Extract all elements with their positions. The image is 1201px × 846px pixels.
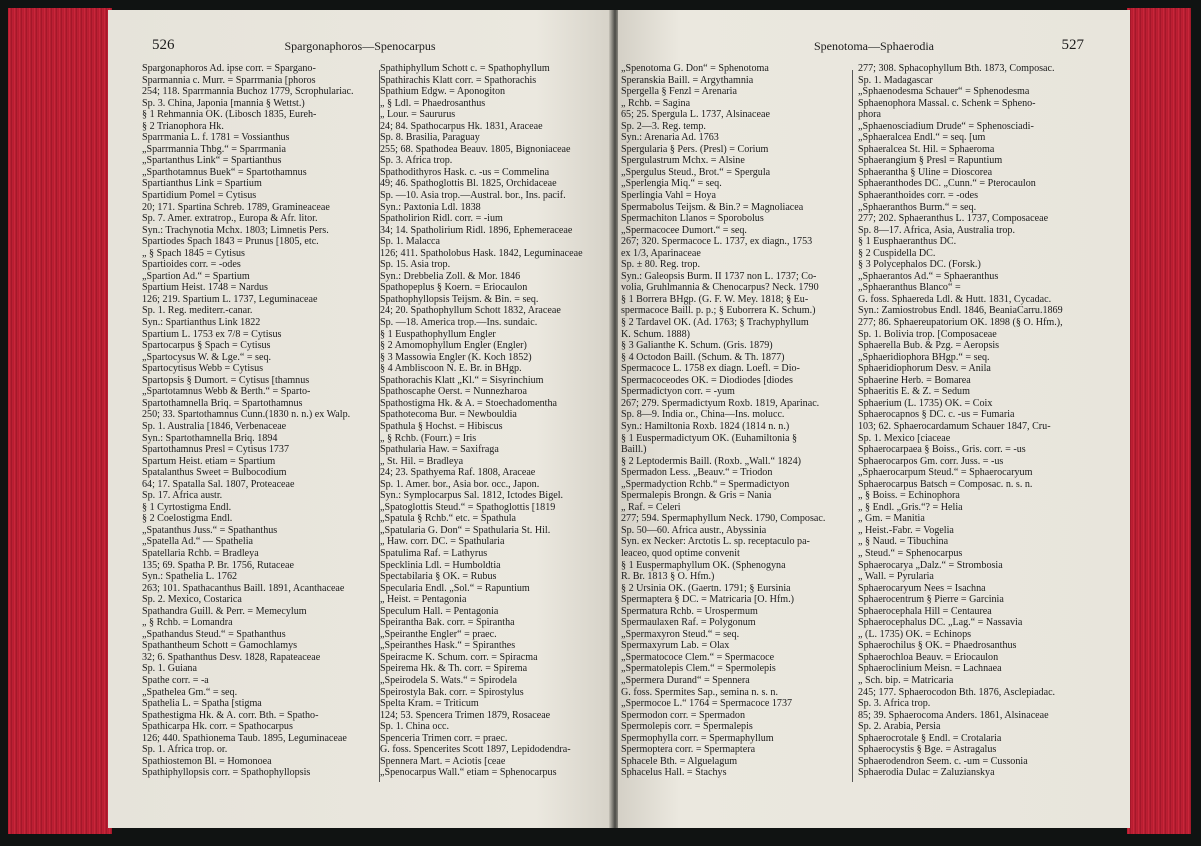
entry-line: Spathopeplus § Koern. = Eriocaulon — [380, 282, 528, 294]
entry-line: 135; 69. Spatha P. Br. 1756, Rutaceae — [142, 559, 294, 571]
entry-line: G. foss. Sphaereda Ldl. & Hutt. 1831, Cycadac. — [858, 293, 1052, 305]
entry-line: 24; 84. Spathocarpus Hk. 1831, Araceae — [380, 120, 543, 132]
entry-line: leaceo, quod optime convenit — [621, 547, 740, 559]
entry-line: G. foss. Spermites Sap., semina n. s. n. — [621, 686, 779, 698]
entry-line: „Spermatolepis Clem.“ = Spermolepis — [621, 663, 776, 675]
entry-line: „Sparrmannia Thbg.“ = Sparrmania — [142, 143, 286, 155]
entry-line: Spartium Heist. 1748 = Nardus — [142, 282, 268, 294]
entry-line: § 1 Borrera BHgp. (G. F. W. Mey. 1818; § Eu- — [621, 293, 809, 305]
entry-line: Spathularia Haw. = Saxifraga — [380, 444, 499, 456]
entry-line: „Spathelea Gm.“ = seq. — [142, 686, 238, 698]
entry-line: 277; 86. Sphaereupatorium OK. 1898 (§ O. Hfm.), — [858, 317, 1063, 329]
entry-line: Sp. —18. America trop.—Ins. sundaic. — [380, 317, 538, 329]
entry-line: „Spermadyction Rchb.“ = Spermadictyon — [621, 478, 790, 490]
entry-line: 64; 17. Spatalla Sal. 1807, Proteaceae — [142, 478, 295, 490]
entry-line: Spermophylla corr. = Spermaphyllum — [621, 732, 774, 744]
entry-line: 267; 279. Spermadictyum Roxb. 1819, Aparinac. — [621, 397, 820, 409]
entry-line: § 2 Cuspidella DC. — [858, 247, 936, 259]
entry-line: Sparrmania L. f. 1781 = Vossianthus — [142, 132, 290, 144]
entry-line: Spartothamnella Briq. = Spartothamnus — [142, 397, 303, 409]
entry-line: Speranskia Baill. = Argythamnia — [621, 74, 754, 86]
entry-line: Syn.: Arenaria Ad. 1763 — [621, 132, 719, 144]
entry-line: Spartium L. 1753 ex 7/8 = Cytisus — [142, 328, 282, 340]
entry-line: Sp. ± 80. Reg. trop. — [621, 259, 701, 271]
entry-line: Sphacelus Hall. = Stachys — [621, 767, 727, 779]
entry-line: Spelta Kram. = Triticum — [380, 698, 479, 710]
entry-line: „ Steud.“ = Sphenocarpus — [858, 547, 963, 559]
entry-line: § 2 Trianophora Hk. — [142, 120, 224, 132]
entry-line: § 1 Eusphaeranthus DC. — [858, 236, 957, 248]
entry-line: „Spenotoma G. Don“ = Sphenotoma — [621, 63, 769, 74]
left-running-head: Spargonaphoros—Spenocarpus — [284, 39, 436, 53]
right-page — [618, 10, 1130, 828]
entry-line: „ Raf. = Celeri — [621, 501, 681, 513]
entry-line: 24; 23. Spathyema Raf. 1808, Araceae — [380, 467, 536, 479]
entry-line: Spermacoceodes OK. = Diodiodes [diodes — [621, 374, 793, 386]
entry-line: Syn.: Trachynotia Mchx. 1803; Limnetis Pers. — [142, 224, 329, 236]
entry-line: 24; 20. Spathophyllum Schott 1832, Araceae — [380, 305, 561, 317]
entry-line: Speirema Hk. & Th. corr. = Spirema — [380, 663, 528, 675]
entry-line: Sparmannia c. Murr. = Sparrmania [phoros — [142, 74, 316, 86]
entry-line: Sphaeritis E. & Z. = Sedum — [858, 386, 970, 398]
entry-line: Sphaerocystis § Bge. = Astragalus — [858, 744, 997, 756]
entry-line: Spathula § Hochst. = Hibiscus — [380, 420, 503, 432]
right-header — [618, 37, 1130, 59]
entry-line: Spermaptera § DC. = Matricaria [O. Hfm.) — [621, 594, 795, 606]
right-column-2 — [858, 63, 1100, 779]
left-header — [108, 37, 612, 59]
entry-line: Spermalepis Brongn. & Gris = Nania — [621, 490, 772, 502]
entry-line: Spartopsis § Dumort. = Cytisus [thamnus — [142, 374, 310, 386]
entry-line: 250; 33. Spartothamnus Cunn.(1830 n. n.) ex Walp. — [142, 409, 351, 421]
entry-line: „ § Rchb. (Fourr.) = Iris — [380, 432, 477, 444]
entry-line: Baill.) — [621, 444, 647, 456]
entry-line: Spermolepis corr. = Spermalepis — [621, 721, 753, 733]
entry-line: Sp. 1. Guiana — [142, 663, 197, 675]
entry-line: „Spartion Ad.“ = Spartium — [142, 270, 250, 282]
entry-line: Spargonaphoros Ad. ipse corr. = Spargano- — [142, 63, 316, 74]
entry-line: Spathium Edgw. = Aponogiton — [380, 86, 506, 98]
entry-line: Sphaerocarya „Dalz.“ = Strombosia — [858, 559, 1003, 571]
entry-line: Spathiphyllopsis corr. = Spathophyllopsis — [142, 767, 311, 779]
entry-line: Sphaerocentrum § Pierre = Garcinia — [858, 594, 1004, 606]
page-edges-left — [8, 8, 112, 834]
entry-line: 32; 6. Spathanthus Desv. 1828, Rapateaceae — [142, 651, 321, 663]
entry-line: „ St. Hil. = Bradleya — [380, 455, 464, 467]
entry-line: Sphaerocephalus DC. „Lag.“ = Nassavia — [858, 617, 1023, 629]
entry-line: „Spatella Ad.“ — Spathelia — [142, 536, 254, 548]
entry-line: Sp. 1. Reg. mediterr.-canar. — [142, 305, 253, 317]
entry-line: „Speirodela S. Wats.“ = Spirodela — [380, 674, 518, 686]
entry-line: „Spenocarpus Wall.“ etiam = Sphenocarpus — [380, 767, 557, 779]
entry-line: „ § Endl. „Gris.“? = Helia — [858, 501, 963, 513]
entry-line: „Sphaeranthus Blanco“ = — [858, 282, 961, 294]
entry-line: Sp. 1. China occ. — [380, 721, 449, 733]
entry-line: Spartioides corr. = -odes — [142, 259, 241, 271]
entry-line: Sphaerium (L. 1735) OK. = Coix — [858, 397, 993, 409]
entry-line: Sphaerodendron Seem. c. -um = Cussonia — [858, 755, 1028, 767]
entry-line: volia, Gruhlmannia & Chenocarpus? Neck. 1790 — [621, 282, 819, 294]
entry-line: Sphaerocephala Hill = Centaurea — [858, 605, 992, 617]
entry-line: Syn.: Drebbelia Zoll. & Mor. 1846 — [380, 270, 521, 282]
entry-line: spermacoce Baill. p. p.; § Euborrera K. Schum.) — [621, 305, 816, 317]
entry-line: Sp. 2. Arabia, Persia — [858, 721, 941, 733]
left-column-2 — [380, 63, 610, 779]
entry-line: „ Haw. corr. DC. = Spathularia — [380, 536, 505, 548]
entry-line: Speiracme K. Schum. corr. = Spiracma — [380, 651, 538, 663]
entry-line: Sp. 1. Madagascar — [858, 74, 933, 86]
entry-line: Sp. 3. Africa trop. — [380, 155, 453, 167]
entry-line: „ § Boiss. = Echinophora — [858, 490, 960, 502]
entry-line: „ Lour. = Saururus — [380, 109, 456, 121]
entry-line: Spergella § Fenzl = Arenaria — [621, 86, 737, 98]
entry-line: Sp. 1. Africa trop. or. — [142, 744, 228, 756]
entry-line: Sphaerocrotale § Endl. = Crotalaria — [858, 732, 1002, 744]
right-column-rule — [852, 70, 853, 782]
entry-line: 267; 320. Spermacoce L. 1737, ex diagn., 1753 — [621, 236, 813, 248]
page-edges-right — [1127, 8, 1191, 834]
entry-line: „Sphaerocarpum Steud.“ = Sphaerocaryum — [858, 467, 1033, 479]
entry-line: G. foss. Spencerites Scott 1897, Lepidodendra- — [380, 744, 571, 756]
entry-line: Sphaerella Bub. & Pzg. = Aeropsis — [858, 340, 1000, 352]
entry-line: Sp. 8—9. India or., China—Ins. molucc. — [621, 409, 785, 421]
entry-line: Spermabolus Teijsm. & Bin.? = Magnoliacea — [621, 201, 804, 213]
entry-line: „ Rchb. = Sagina — [621, 97, 691, 109]
entry-line: Sphaerocapnos § DC. c. -us = Fumaria — [858, 409, 1015, 421]
entry-line: § 2 Tardavel OK. (Ad. 1763; § Trachyphyllum — [621, 317, 809, 329]
entry-line: Sphaeroclinium Meisn. = Lachnaea — [858, 663, 1002, 675]
entry-line: Spermoptera corr. = Spermaptera — [621, 744, 756, 756]
entry-line: „Spatanthus Juss.“ = Spathanthus — [142, 524, 278, 536]
entry-line: Sp. 1. Malacca — [380, 236, 440, 248]
entry-line: Sphaerocarpos Gm. corr. Juss. = -us — [858, 455, 1004, 467]
entry-line: Spathestigma Hk. & A. corr. Bth. = Spatho- — [142, 709, 319, 721]
entry-line: Syn.: Symplocarpus Sal. 1812, Ictodes Bigel. — [380, 490, 564, 502]
entry-line: Spathelia L. = Spatha [stigma — [142, 698, 262, 710]
entry-line: Speculum Hall. = Pentagonia — [380, 605, 499, 617]
entry-line: Specklinia Ldl. = Humboldtia — [380, 559, 501, 571]
entry-line: Spathirachis Klatt corr. = Spathorachis — [380, 74, 537, 86]
entry-line: 254; 118. Sparrmannia Buchoz 1779, Scrophulariac. — [142, 86, 354, 98]
left-column-1 — [142, 63, 377, 779]
entry-line: Speirostyla Bak. corr. = Spirostylus — [380, 686, 524, 698]
entry-line: Spermaxyrum Lab. = Olax — [621, 640, 730, 652]
entry-line: Sp. 1. Mexico [ciaceae — [858, 432, 951, 444]
entry-line: „Speiranthe Engler“ = praec. — [380, 628, 497, 640]
entry-line: Spartidium Pomel = Cytisus — [142, 190, 257, 202]
entry-line: Spartum Heist. etiam = Spartium — [142, 455, 276, 467]
entry-line: Sp. 15. Asia trop. — [380, 259, 451, 271]
entry-line: Spathicarpa Hk. corr. = Spathocarpus — [142, 721, 293, 733]
entry-line: 126; 411. Spatholobus Hask. 1842, Leguminaceae — [380, 247, 583, 259]
entry-line: Spartothamnus Presl = Cytisus 1737 — [142, 444, 290, 456]
entry-line: „ Heist. = Pentagonia — [380, 594, 467, 606]
entry-line: § 1 Euspermaphyllum OK. (Sphenogyna — [621, 559, 786, 571]
entry-line: § 3 Galianthe K. Schum. (Gris. 1879) — [621, 340, 773, 352]
entry-line: „ § Spach 1845 = Cytisus — [142, 247, 245, 259]
entry-line: „ Sch. bip. = Matricaria — [858, 674, 954, 686]
entry-line: „ Wall. = Pyrularia — [858, 571, 934, 583]
entry-line: Spathiphyllum Schott c. = Spathophyllum — [380, 63, 550, 74]
entry-line: ex 1/3, Aparinaceae — [621, 247, 701, 259]
entry-line: Syn.: Galeopsis Burm. II 1737 non L. 1737; Co- — [621, 270, 817, 282]
entry-line: § 1 Rehmannia OK. (Libosch 1835, Eureh- — [142, 109, 317, 121]
entry-line: Sp. 1. Australia [1846, Verbenaceae — [142, 420, 287, 432]
entry-line: Sphaerocarpaea § Boiss., Gris. corr. = -us — [858, 444, 1026, 456]
entry-line: Sphaerine Herb. = Bomarea — [858, 374, 971, 386]
entry-line: „Spermocoe L.“ 1764 = Spermacoce 1737 — [621, 698, 793, 710]
entry-line: Sphaerochloa Beauv. = Eriocaulon — [858, 651, 999, 663]
entry-line: „Spergulus Steud., Brot.“ = Spergula — [621, 166, 771, 178]
entry-line: „Sperlengia Miq.“ = seq. — [621, 178, 722, 190]
entry-line: Sp. 8. Brasilia, Paraguay — [380, 132, 480, 144]
entry-line: „Sphaenosciadium Drude“ = Sphenosciadi- — [858, 120, 1034, 132]
entry-line: Sp. 3. Africa trop. — [858, 698, 931, 710]
entry-line: Sphaeralcea St. Hil. = Sphaeroma — [858, 143, 995, 155]
entry-line: § 3 Polycephalos DC. (Forsk.) — [858, 259, 981, 271]
right-page-number: 527 — [1061, 37, 1084, 53]
entry-line: „Spartocysus W. & Lge.“ = seq. — [142, 351, 272, 363]
entry-line: „ (L. 1735) OK. = Echinops — [858, 628, 972, 640]
entry-line: Sp. 1. Bolivia trop. [Composaceae — [858, 328, 997, 340]
entry-line: Sphaerocaryum Nees = Isachna — [858, 582, 986, 594]
entry-line: 277; 202. Sphaeranthus L. 1737, Composaceae — [858, 213, 1049, 225]
entry-line: § 1 Euspathophyllum Engler — [380, 328, 496, 340]
entry-line: Spermatura Rchb. = Urospermum — [621, 605, 758, 617]
entry-line: Sp. 17. Africa austr. — [142, 490, 223, 502]
entry-line: „Spatularia G. Don“ = Spathularia St. Hil. — [380, 524, 551, 536]
entry-line: 34; 14. Spatholirium Ridl. 1896, Ephemeraceae — [380, 224, 573, 236]
entry-line: „Speiranthes Hask.“ = Spiranthes — [380, 640, 516, 652]
entry-line: Spatulima Raf. = Lathyrus — [380, 547, 488, 559]
entry-line: Spermacoce L. 1758 ex diagn. Loefl. = Dio- — [621, 363, 800, 375]
entry-line: 277; 308. Sphacophyllum Bth. 1873, Composac. — [858, 63, 1055, 74]
entry-line: „Spatula § Rchb.“ etc. = Spathula — [380, 513, 517, 525]
entry-line: Syn.: Spathelia L. 1762 — [142, 571, 238, 583]
entry-line: „Sphaenodesma Schauer“ = Sphenodesma — [858, 86, 1030, 98]
entry-line: „ Heist.-Fabr. = Vogelia — [858, 524, 954, 536]
entry-line: Spathostigma Hk. & A. = Stoechadomentha — [380, 397, 557, 409]
entry-line: Sphaeranthodes DC. „Cunn.“ = Pterocaulon — [858, 178, 1036, 190]
entry-line: Spartianthus Link = Spartium — [142, 178, 262, 190]
entry-line: Sp. 3. China, Japonia [mannia § Wettst.) — [142, 97, 305, 109]
left-page-number: 526 — [152, 37, 175, 53]
entry-line: § 2 Coelostigma Endl. — [142, 513, 233, 525]
entry-line: Syn.: Spartianthus Link 1822 — [142, 317, 261, 329]
entry-line: Spennera Mart. = Aciotis [ceae — [380, 755, 506, 767]
entry-line: Spatalanthus Sweet = Bulbocodium — [142, 467, 287, 479]
entry-line: „Spatoglottis Steud.“ = Spathoglottis [1819 — [380, 501, 556, 513]
entry-line: 277; 594. Spermaphyllum Neck. 1790, Composac. — [621, 513, 826, 525]
entry-line: „Spermera Durand“ = Spennera — [621, 674, 750, 686]
entry-line: Spatholirion Ridl. corr. = -ium — [380, 213, 503, 225]
entry-line: 65; 25. Spergula L. 1737, Alsinaceae — [621, 109, 770, 121]
entry-line: 126; 440. Spathionema Taub. 1895, Leguminaceae — [142, 732, 347, 744]
entry-line: Sphaerochilus § OK. = Phaedrosanthus — [858, 640, 1017, 652]
entry-line: 20; 171. Spartina Schreb. 1789, Gramineaceae — [142, 201, 330, 213]
entry-line: Spermadon Less. „Beauv.“ = Triodon — [621, 467, 773, 479]
entry-line: Sp. 1. Amer. bor., Asia bor. occ., Japon. — [380, 478, 540, 490]
entry-line: § 2 Amomophyllum Engler (Engler) — [380, 340, 527, 352]
entry-line: R. Br. 1813 § O. Hfm.) — [621, 571, 715, 583]
entry-line: Spathe corr. = -a — [142, 674, 209, 686]
entry-line: Sp. 2. Mexico, Costarica — [142, 594, 242, 606]
right-running-head: Spenotoma—Sphaerodia — [814, 39, 934, 53]
entry-line: Spartiodes Spach 1843 = Prunus [1805, etc. — [142, 236, 319, 248]
entry-line: Spermadictyon corr. = -yum — [621, 386, 735, 398]
entry-line: Sphaerantha § Uline = Dioscorea — [858, 166, 993, 178]
entry-line: Sphaerangium § Presl = Rapuntium — [858, 155, 1003, 167]
entry-line: „Sphaeridiophora BHgp.“ = seq. — [858, 351, 990, 363]
entry-line: „Sphaerantos Ad.“ = Sphaeranthus — [858, 270, 999, 282]
entry-line: „Spartanthus Link“ = Spartianthus — [142, 155, 282, 167]
entry-line: Spergularia § Pers. (Presl) = Corium — [621, 143, 769, 155]
entry-line: Sperlingia Vahl = Hoya — [621, 190, 716, 202]
entry-line: „ § Naud. = Tibuchina — [858, 536, 949, 548]
entry-line: „Spermaxyron Steud.“ = seq. — [621, 628, 740, 640]
entry-line: Spathantheum Schott = Gamochlamys — [142, 640, 298, 652]
entry-line: § 1 Cyrtostigma Endl. — [142, 501, 232, 513]
entry-line: Spergulastrum Mchx. = Alsine — [621, 155, 745, 167]
entry-line: 245; 177. Sphaerocodon Bth. 1876, Asclepiadac. — [858, 686, 1056, 698]
entry-line: § 2 Ursinia OK. (Gaertn. 1791; § Eursinia — [621, 582, 791, 594]
entry-line: „Spartotamnus Webb & Berth.“ = Sparto- — [142, 386, 311, 398]
entry-line: 124; 53. Spencera Trimen 1879, Rosaceae — [380, 709, 551, 721]
entry-line: Spathodithyros Hask. c. -us = Commelina — [380, 166, 550, 178]
entry-line: Spathandra Guill. & Perr. = Memecylum — [142, 605, 307, 617]
entry-line: Sphaeranthoides corr. = -odes — [858, 190, 979, 202]
entry-line: Spermachiton Llanos = Sporobolus — [621, 213, 764, 225]
entry-line: 255; 68. Spathodea Beauv. 1805, Bignoniaceae — [380, 143, 571, 155]
entry-line: Spartocytisus Webb = Cytisus — [142, 363, 264, 375]
entry-line: Sphaerodia Dulac = Zaluzianskya — [858, 767, 995, 779]
entry-line: Syn. ex Necker: Arctotis L. sp. receptaculo pa- — [621, 536, 810, 548]
entry-line: Sp. —10. Asia trop.—Austral. bor., Ins. pacif. — [380, 190, 566, 202]
entry-line: 85; 39. Sphaerocoma Anders. 1861, Alsinaceae — [858, 709, 1049, 721]
left-page — [108, 10, 612, 828]
entry-line: § 1 Euspermadictyum OK. (Euhamiltonia § — [621, 432, 798, 444]
entry-line: Spathoscaphe Oerst. = Nunnezharoa — [380, 386, 527, 398]
entry-line: „ Gm. = Manitia — [858, 513, 925, 525]
entry-line: Sp. 2—3. Reg. temp. — [621, 120, 706, 132]
entry-line: „Spathandus Steud.“ = Spathanthus — [142, 628, 286, 640]
entry-line: „ § Rchb. = Lomandra — [142, 617, 233, 629]
entry-line: § 4 Ambliscoon N. E. Br. in BHgp. — [380, 363, 522, 375]
entry-line: Spathiostemon Bl. = Homonoea — [142, 755, 272, 767]
entry-line: Sp. 50—60. Africa austr., Abyssinia — [621, 524, 767, 536]
entry-line: Syn.: Paxtonia Ldl. 1838 — [380, 201, 481, 213]
entry-line: Spenceria Trimen corr. = praec. — [380, 732, 508, 744]
entry-line: Sphaerocarpus Batsch = Composac. n. s. n. — [858, 478, 1033, 490]
entry-line: Spartocarpus § Spach = Cytisus — [142, 340, 271, 352]
entry-line: K. Schum. 1888) — [621, 328, 690, 340]
entry-line: Spatellaria Rchb. = Bradleya — [142, 547, 259, 559]
entry-line: 263; 101. Spathacanthus Baill. 1891, Acanthaceae — [142, 582, 345, 594]
entry-line: phora — [858, 109, 881, 121]
entry-line: § 4 Octodon Baill. (Schum. & Th. 1877) — [621, 351, 785, 363]
entry-line: Syn.: Zamiostrobus Endl. 1846, BeaniaCarru.1869 — [858, 305, 1063, 317]
entry-line: „Spermacocee Dumort.“ = seq. — [621, 224, 747, 236]
entry-line: Sphacele Bth. = Alguelagum — [621, 755, 738, 767]
entry-line: „Sparthotamnus Buek“ = Spartothamnus — [142, 166, 307, 178]
entry-line: Spectabilaria § OK. = Rubus — [380, 571, 497, 583]
entry-line: Sp. 7. Amer. extratrop., Europa & Afr. litor. — [142, 213, 318, 225]
entry-line: Speirantha Bak. corr. = Spirantha — [380, 617, 515, 629]
entry-line: Sphaeridiophorum Desv. = Anila — [858, 363, 991, 375]
entry-line: „ § Ldl. = Phaedrosanthus — [380, 97, 486, 109]
right-column-1 — [621, 63, 851, 779]
entry-line: 103; 62. Sphaerocardamum Schauer 1847, Cru- — [858, 420, 1051, 432]
entry-line: 126; 219. Spartium L. 1737, Leguminaceae — [142, 293, 318, 305]
entry-line: Spathophyllopsis Teijsm. & Bin. = seq. — [380, 293, 539, 305]
entry-line: „Sphaeranthos Burm.“ = seq. — [858, 201, 977, 213]
entry-line: Sp. 8—17. Africa, Asia, Australia trop. — [858, 224, 1015, 236]
entry-line: § 2 Leptodermis Baill. (Roxb. „Wall.“ 1824) — [621, 455, 801, 467]
entry-line: „Sphaeralcea Endl.“ = seq. [um — [858, 132, 986, 144]
entry-line: Spathorachis Klatt „Kl.“ = Sisyrinchium — [380, 374, 544, 386]
entry-line: Spermodon corr. = Spermadon — [621, 709, 745, 721]
entry-line: Syn.: Hamiltonia Roxb. 1824 (1814 n. n.) — [621, 420, 790, 432]
entry-line: Specularia Endl. „Sol.“ = Rapuntium — [380, 582, 530, 594]
entry-line: Sphaenophora Massal. c. Schenk = Spheno- — [858, 97, 1036, 109]
entry-line: Spathotecoma Bur. = Newbouldia — [380, 409, 517, 421]
entry-line: 49; 46. Spathoglottis Bl. 1825, Orchidaceae — [380, 178, 557, 190]
entry-line: „Spermatococe Clem.“ = Spermacoce — [621, 651, 775, 663]
entry-line: Spermaulaxen Raf. = Polygonum — [621, 617, 756, 629]
entry-line: § 3 Massowia Engler (K. Koch 1852) — [380, 351, 532, 363]
entry-line: Syn.: Spartothamnella Briq. 1894 — [142, 432, 278, 444]
